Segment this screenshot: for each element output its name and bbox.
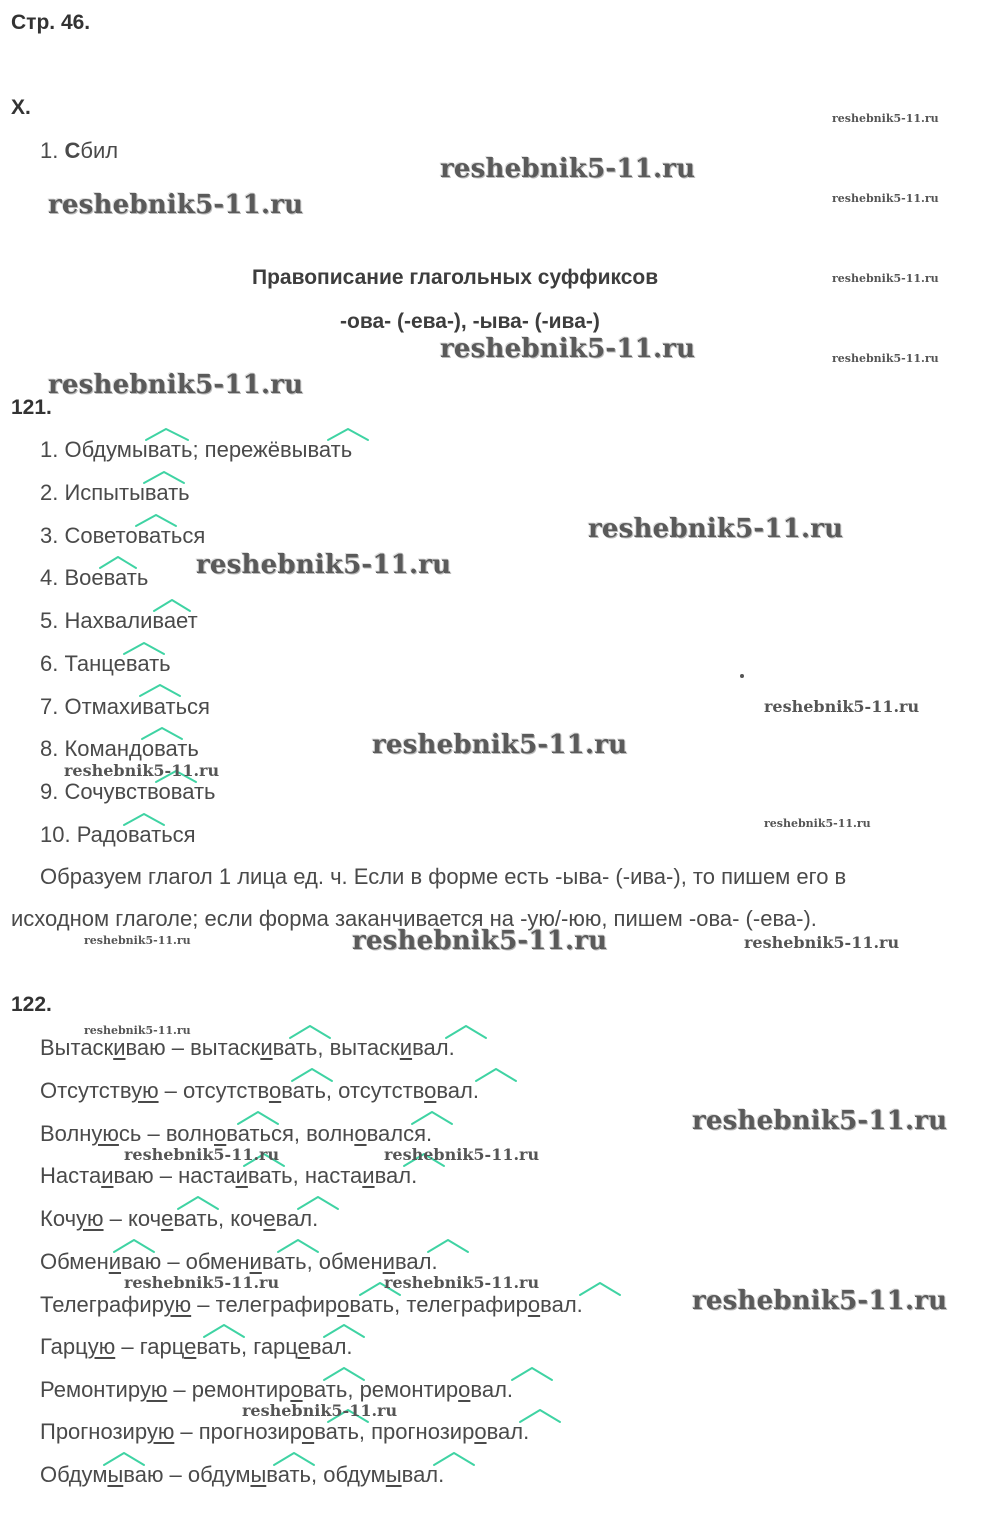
word-part: Ремонтир [40, 1377, 140, 1402]
word-part: вать, коч [173, 1206, 264, 1231]
word-part: вать, вытаск [272, 1035, 400, 1060]
word-part: ваю – обмен [121, 1249, 250, 1274]
word-part: – коч [103, 1206, 162, 1231]
word-part: Прогнозир [40, 1419, 147, 1444]
section-x-item-1 [40, 138, 118, 164]
underlined-letter: о [337, 1292, 350, 1317]
underlined-letter: ую [131, 1078, 159, 1103]
item-bold-letter: С [64, 138, 81, 163]
word-part: вать, телеграфир [349, 1292, 528, 1317]
underlined-letter: и [249, 1249, 262, 1274]
word-part: Отсутств [40, 1078, 132, 1103]
ex122-row [40, 1035, 455, 1061]
underlined-letter: о [214, 1121, 227, 1146]
watermark: reshebnik5-11.ru [588, 514, 844, 544]
ex122-row [40, 1419, 529, 1445]
topic-title: Правописание глагольных суффиксов [252, 266, 659, 289]
suffix-arc [476, 1069, 516, 1081]
underlined-letter: е [184, 1334, 197, 1359]
word-part: Вытаск [40, 1035, 114, 1060]
ex122-row [40, 1206, 318, 1232]
word-part: – гарц [115, 1334, 185, 1359]
ex121-rule-line-1: Образуем глагол 1 лица ед. ч. Если в форме есть -ыва- (-ива-), то пишем его в [40, 864, 847, 889]
word-part: вался. [366, 1121, 433, 1146]
word-part: Обдум [40, 1462, 108, 1487]
word-part: ваться, волн [226, 1121, 355, 1146]
watermark: reshebnik5-11.ru [832, 192, 939, 205]
word-part: вать, обдум [266, 1462, 386, 1487]
exercise-122-heading: 122. [11, 993, 52, 1016]
ex122-row [40, 1377, 513, 1403]
watermark: reshebnik5-11.ru [124, 1145, 280, 1164]
word-part: вал. [436, 1078, 479, 1103]
watermark: reshebnik5-11.ru [48, 370, 304, 400]
ex121-item: 8. Командовать [40, 736, 199, 761]
underlined-letter: ы [107, 1462, 124, 1487]
underlined-letter: е [297, 1334, 310, 1359]
underlined-letter: и [101, 1163, 114, 1188]
watermark: reshebnik5-11.ru [384, 1273, 540, 1292]
underlined-letter: о [424, 1078, 437, 1103]
underlined-letter: ую [76, 1206, 104, 1231]
underlined-letter: о [290, 1377, 303, 1402]
word-part: – отсутств [158, 1078, 269, 1103]
word-part: вать, ремонтир [302, 1377, 459, 1402]
word-part: вал. [394, 1249, 438, 1274]
watermark: reshebnik5-11.ru [196, 550, 452, 580]
word-part: вать, гарц [196, 1334, 298, 1359]
watermark: reshebnik5-11.ru [48, 190, 304, 220]
suffix-arc [580, 1283, 620, 1295]
underlined-letter: ую [163, 1292, 192, 1317]
watermark: reshebnik5-11.ru [84, 1024, 191, 1037]
word-part: вал. [540, 1292, 583, 1317]
word-part: вал. [486, 1419, 530, 1444]
watermark: reshebnik5-11.ru [242, 1401, 398, 1420]
ex122-row [40, 1163, 417, 1189]
underlined-letter: и [382, 1249, 395, 1274]
underlined-letter: и [108, 1249, 122, 1274]
word-part: вал. [470, 1377, 514, 1402]
watermark: reshebnik5-11.ru [352, 926, 608, 956]
ex122-row [40, 1121, 432, 1147]
word-part: ваю – вытаск [125, 1035, 261, 1060]
word-part: вал. [401, 1462, 445, 1487]
word-part: вать, обмен [261, 1249, 383, 1274]
word-part: – прогнозир [174, 1419, 302, 1444]
underlined-letter: и [399, 1035, 413, 1060]
ex121-item: 1. Обдумывать; пережёвывать [40, 437, 353, 462]
underlined-letter: и [113, 1035, 126, 1060]
word-part: – телеграфир [191, 1292, 338, 1317]
word-part: ваю – обдум [123, 1462, 251, 1487]
topic-subtitle: -ова- (-ева-), -ыва- (-ива-) [340, 310, 600, 333]
word-part: ваю – наста [113, 1163, 236, 1188]
word-part: вал. [275, 1206, 319, 1231]
watermark: reshebnik5-11.ru [440, 154, 696, 184]
underlined-letter: о [268, 1078, 282, 1103]
ex121-item: 4. Воевать [40, 565, 149, 590]
ex122-row [40, 1249, 438, 1275]
watermark: reshebnik5-11.ru [832, 352, 939, 365]
word-part: вать, отсутств [281, 1078, 425, 1103]
exercise-121-heading: 121. [11, 396, 52, 419]
word-part: сь – волн [118, 1121, 215, 1146]
underlined-letter: о [354, 1121, 367, 1146]
item-number: 1. [40, 138, 59, 163]
watermark: reshebnik5-11.ru [64, 761, 220, 780]
underlined-letter: ы [250, 1462, 267, 1487]
watermark: reshebnik5-11.ru [832, 112, 939, 125]
watermark: reshebnik5-11.ru [744, 933, 900, 952]
watermark: reshebnik5-11.ru [764, 817, 871, 830]
ex122-row [40, 1334, 353, 1360]
underlined-letter: о [474, 1419, 487, 1444]
word-part: Телеграфир [40, 1292, 164, 1317]
underlined-letter: ы [385, 1462, 402, 1487]
ex121-item: 5. Нахваливает [40, 608, 198, 633]
ex121-rule-line-2: исходном глаголе; если форма заканчивается на -ую/-юю, пишем -ова- (-ева-). [11, 906, 817, 931]
ex122-row [40, 1292, 583, 1318]
watermark: reshebnik5-11.ru [832, 272, 939, 285]
ex121-item: 6. Танцевать [40, 651, 171, 676]
word-part: Наста [40, 1163, 102, 1188]
suffix-arc [512, 1368, 552, 1380]
word-part: Обмен [40, 1249, 109, 1274]
underlined-letter: и [260, 1035, 273, 1060]
underlined-letter: о [301, 1419, 315, 1444]
word-part: вать, наста [247, 1163, 363, 1188]
stray-dot [740, 674, 744, 678]
watermark: reshebnik5-11.ru [440, 334, 696, 364]
underlined-letter: о [458, 1377, 471, 1402]
underlined-letter: и [235, 1163, 248, 1188]
word-part: – ремонтир [167, 1377, 291, 1402]
underlined-letter: и [362, 1163, 375, 1188]
watermark: reshebnik5-11.ru [692, 1106, 948, 1136]
word-part: Волн [40, 1121, 92, 1146]
underlined-letter: ую [87, 1334, 116, 1359]
underlined-letter: е [161, 1206, 174, 1231]
word-part: вать, прогнозир [314, 1419, 475, 1444]
ex122-row [40, 1078, 479, 1104]
word-part: вал. [309, 1334, 353, 1359]
underlined-letter: е [263, 1206, 276, 1231]
ex121-item: 9. Сочувствовать [40, 779, 216, 804]
section-x-heading: X. [11, 96, 31, 119]
underlined-letter: о [527, 1292, 541, 1317]
item-rest: бил [80, 138, 119, 163]
watermark: reshebnik5-11.ru [372, 730, 628, 760]
watermark: reshebnik5-11.ru [84, 934, 191, 947]
ex121-item: 2. Испытывать [40, 480, 190, 505]
ex121-item: 3. Советоваться [40, 523, 206, 548]
word-part: Гарц [40, 1334, 88, 1359]
ex122-row [40, 1462, 444, 1488]
word-part: вал. [412, 1035, 455, 1060]
watermark: reshebnik5-11.ru [764, 697, 920, 716]
watermark: reshebnik5-11.ru [384, 1145, 540, 1164]
word-part: вал. [374, 1163, 418, 1188]
underlined-letter: ую [139, 1377, 168, 1402]
ex121-item: 7. Отмахиваться [40, 694, 210, 719]
underlined-letter: ую [91, 1121, 119, 1146]
ex121-item: 10. Радоваться [40, 822, 196, 847]
watermark: reshebnik5-11.ru [124, 1273, 280, 1292]
underlined-letter: ую [146, 1419, 175, 1444]
watermark: reshebnik5-11.ru [692, 1286, 948, 1316]
word-part: Коч [40, 1206, 77, 1231]
page-label: Стр. 46. [11, 11, 91, 34]
